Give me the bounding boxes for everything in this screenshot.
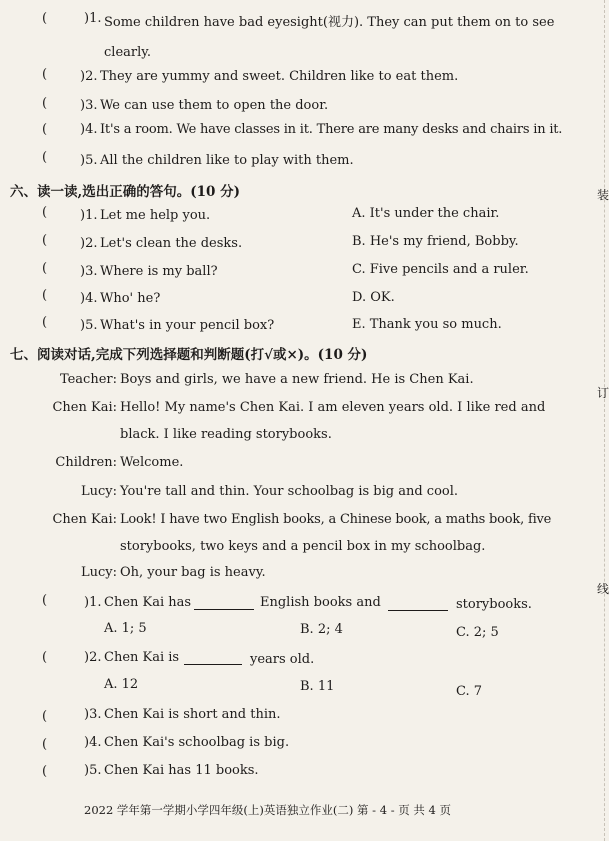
- question-text: What's in your pencil box?: [100, 318, 275, 333]
- question-text: Chen Kai is short and thin.: [104, 707, 281, 722]
- question-number: )2.: [84, 650, 102, 665]
- page-footer: 2022 学年第一学期小学四年级(上)英语独立作业(二) 第 - 4 - 页 共 4 页: [84, 803, 452, 817]
- question-number: )4.: [80, 122, 98, 137]
- question-number: )5.: [84, 763, 102, 778]
- binding-line: [604, 0, 605, 841]
- dialogue-line: Welcome.: [120, 455, 184, 470]
- question-text: Let me help you.: [100, 208, 211, 223]
- answer-paren[interactable]: (: [42, 709, 48, 724]
- choice-option: C. 2; 5: [456, 625, 499, 640]
- speaker-label: Teacher:: [59, 372, 117, 387]
- speaker-label: Chen Kai:: [52, 512, 117, 527]
- binding-char: 线: [596, 582, 609, 596]
- binding-char: 订: [596, 386, 609, 400]
- question-number: )2.: [80, 69, 98, 84]
- choice-option: B. 2; 4: [300, 622, 343, 637]
- choice-option: C. 7: [456, 684, 483, 699]
- fill-blank[interactable]: [388, 598, 448, 611]
- question-number: )5.: [80, 153, 98, 168]
- question-number: )4.: [80, 291, 98, 306]
- answer-paren[interactable]: (: [42, 288, 48, 303]
- question-text: storybooks.: [456, 597, 532, 612]
- dialogue-line: You're tall and thin. Your schoolbag is big and cool.: [120, 484, 459, 499]
- answer-paren[interactable]: (: [42, 593, 48, 608]
- question-text: Chen Kai is: [104, 650, 180, 665]
- answer-paren[interactable]: (: [42, 650, 48, 665]
- question-number: )3.: [80, 98, 98, 113]
- question-text: Chen Kai has 11 books.: [104, 763, 259, 778]
- section6-title: 六、读一读,选出正确的答句。(10 分): [10, 184, 240, 200]
- question-text: It's a room. We have classes in it. There are many desks and chairs in it.: [100, 122, 563, 137]
- question-text: Chen Kai has: [104, 595, 192, 610]
- question-number: )3.: [80, 264, 98, 279]
- question-text: Some children have bad eyesight(视力). They can put them on to see: [104, 15, 555, 30]
- speaker-label: Lucy:: [80, 484, 117, 499]
- answer-option: A. It's under the chair.: [352, 206, 500, 221]
- fill-blank[interactable]: [184, 652, 242, 665]
- answer-option: E. Thank you so much.: [352, 317, 502, 332]
- binding-char: 装: [596, 188, 609, 202]
- question-text: Let's clean the desks.: [100, 236, 243, 251]
- answer-paren[interactable]: (: [42, 67, 48, 82]
- question-number: )1.: [84, 595, 102, 610]
- question-number: )5.: [80, 318, 98, 333]
- answer-paren[interactable]: (: [42, 205, 48, 220]
- question-text: We can use them to open the door.: [100, 98, 329, 113]
- question-text: Where is my ball?: [100, 264, 218, 279]
- answer-paren[interactable]: (: [42, 737, 48, 752]
- speaker-label: Children:: [55, 455, 117, 470]
- question-text: They are yummy and sweet. Children like to eat them.: [100, 69, 459, 84]
- dialogue-line: Oh, your bag is heavy.: [120, 565, 266, 580]
- question-number: )1.: [84, 11, 102, 26]
- fill-blank[interactable]: [194, 597, 254, 610]
- question-text: Chen Kai's schoolbag is big.: [104, 735, 290, 750]
- choice-option: B. 11: [300, 679, 335, 694]
- speaker-label: Lucy:: [80, 565, 117, 580]
- question-number: )3.: [84, 707, 102, 722]
- speaker-label: Chen Kai:: [52, 400, 117, 415]
- question-text: English books and: [260, 595, 381, 610]
- dialogue-line: black. I like reading storybooks.: [120, 427, 332, 442]
- choice-option: A. 12: [104, 677, 139, 692]
- answer-paren[interactable]: (: [42, 233, 48, 248]
- answer-paren[interactable]: (: [42, 764, 48, 779]
- answer-option: D. OK.: [352, 290, 395, 305]
- answer-paren[interactable]: (: [42, 261, 48, 276]
- answer-paren[interactable]: (: [42, 122, 48, 137]
- question-text-continued: clearly.: [104, 45, 152, 60]
- answer-option: B. He's my friend, Bobby.: [352, 234, 519, 249]
- section7-title: 七、阅读对话,完成下列选择题和判断题(打√或×)。(10 分): [10, 347, 368, 363]
- answer-paren[interactable]: (: [42, 315, 48, 330]
- dialogue-line: Boys and girls, we have a new friend. He is Chen Kai.: [120, 372, 474, 387]
- question-text: years old.: [250, 652, 315, 667]
- answer-paren[interactable]: (: [42, 150, 48, 165]
- dialogue-line: storybooks, two keys and a pencil box in my schoolbag.: [120, 539, 486, 554]
- question-number: )2.: [80, 236, 98, 251]
- answer-option: C. Five pencils and a ruler.: [352, 262, 529, 277]
- dialogue-line: Look! I have two English books, a Chinese book, a maths book, five: [120, 512, 552, 527]
- dialogue-line: Hello! My name's Chen Kai. I am eleven years old. I like red and: [120, 400, 546, 415]
- question-number: )4.: [84, 735, 102, 750]
- question-text: Who' he?: [100, 291, 161, 306]
- answer-paren[interactable]: (: [42, 11, 48, 26]
- question-text: All the children like to play with them.: [100, 153, 354, 168]
- question-number: )1.: [80, 208, 98, 223]
- answer-paren[interactable]: (: [42, 96, 48, 111]
- choice-option: A. 1; 5: [104, 621, 147, 636]
